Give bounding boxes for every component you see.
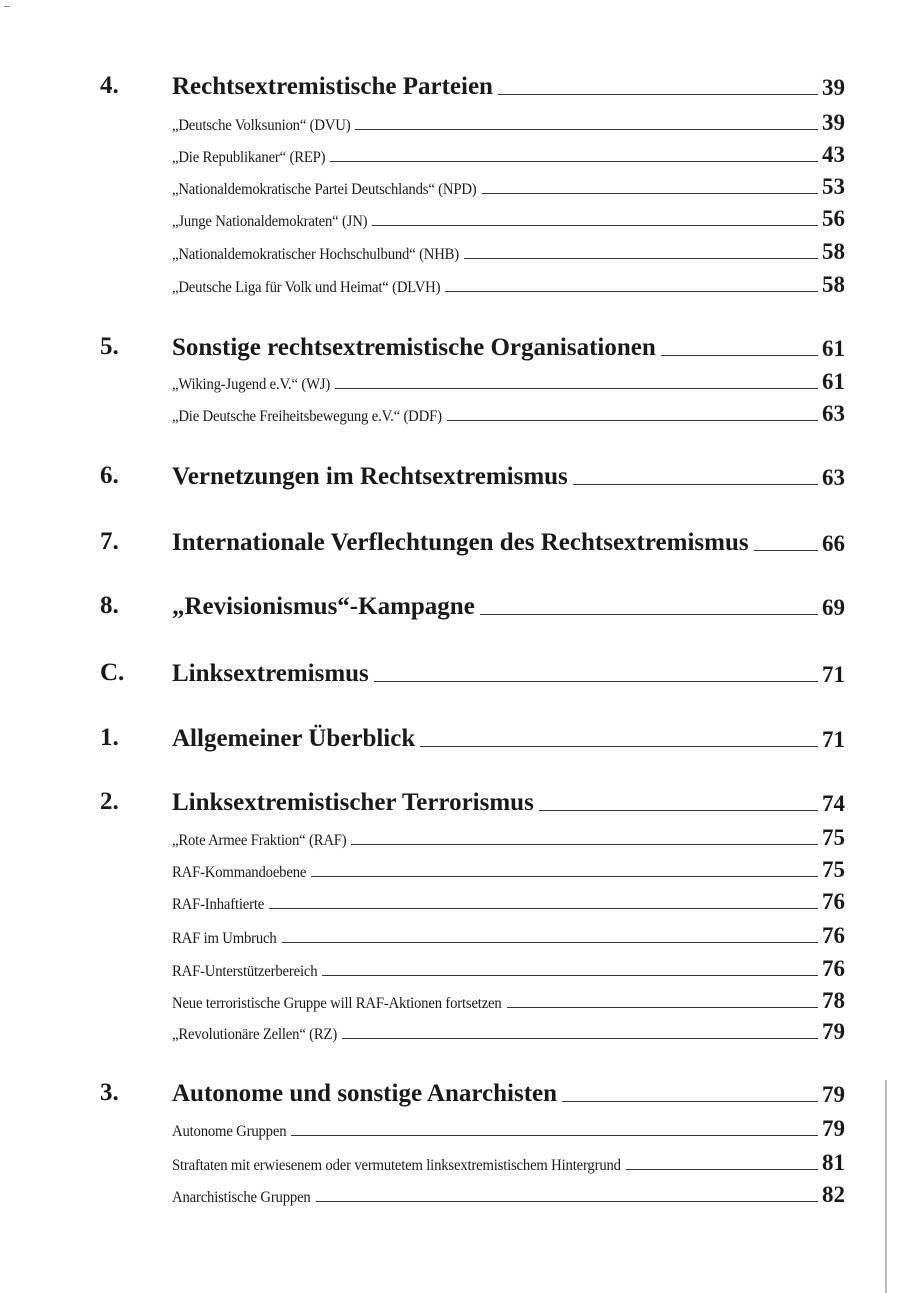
entry-title: RAF-Kommandoebene <box>172 864 307 881</box>
page-number: 58 <box>822 272 845 297</box>
toc-subentry <box>100 920 845 950</box>
section-number: 2. <box>100 788 119 815</box>
entry-title: „Die Republikaner“ (REP) <box>172 149 326 166</box>
toc-subentry <box>100 171 845 201</box>
leader-line <box>330 161 818 162</box>
page-number: 56 <box>822 206 845 231</box>
entry-title: „Junge Nationaldemokraten“ (JN) <box>172 213 368 230</box>
section-number: 3. <box>100 1079 119 1106</box>
entry-title: RAF im Umbruch <box>172 930 277 947</box>
entry-title: „Rote Armee Fraktion“ (RAF) <box>172 832 347 849</box>
section-number: 6. <box>100 462 119 489</box>
leader-line <box>573 484 818 485</box>
entry-title: Rechtsextremistische Parteien <box>172 73 493 100</box>
entry-title: „Revisionismus“-Kampagne <box>172 593 475 620</box>
leader-line <box>498 94 818 95</box>
page-number: 43 <box>822 142 845 167</box>
toc-subentry <box>100 854 845 884</box>
leader-line <box>351 844 818 845</box>
section-number: 5. <box>100 333 119 360</box>
toc-subentry <box>100 1113 845 1143</box>
page-number: 76 <box>822 956 845 981</box>
entry-title: Internationale Verflechtungen des Rechtsextremismus <box>172 529 749 556</box>
page-number: 71 <box>822 727 845 752</box>
leader-line <box>447 420 818 421</box>
page-number: 75 <box>822 825 845 850</box>
toc-section-entry <box>100 659 845 689</box>
toc-section-entry <box>100 72 845 102</box>
toc-section-entry <box>100 528 845 558</box>
leader-line <box>445 291 818 292</box>
leader-line <box>754 550 818 551</box>
leader-line <box>335 388 818 389</box>
leader-line <box>316 1201 818 1202</box>
page-number: 53 <box>822 174 845 199</box>
leader-line <box>322 975 818 976</box>
entry-title: Straftaten mit erwiesenem oder vermutetem linksextremistischem Hintergrund <box>172 1157 621 1174</box>
toc-subentry <box>100 203 845 233</box>
scan-mark <box>4 6 10 7</box>
leader-line <box>311 876 818 877</box>
page-number: 79 <box>822 1019 845 1044</box>
page-number: 82 <box>822 1182 845 1207</box>
leader-line <box>562 1101 818 1102</box>
toc-subentry <box>100 1179 845 1209</box>
page-number: 78 <box>822 988 845 1013</box>
entry-title: Linksextremismus <box>172 660 369 687</box>
toc-section-entry <box>100 592 845 622</box>
toc-subentry <box>100 236 845 266</box>
toc-subentry <box>100 398 845 428</box>
entry-title: „Die Deutsche Freiheitsbewegung e.V.“ (DDF) <box>172 408 442 425</box>
page-number: 76 <box>822 889 845 914</box>
section-number: 1. <box>100 724 119 751</box>
page-number: 63 <box>822 401 845 426</box>
entry-title: Autonome Gruppen <box>172 1123 287 1140</box>
page-number: 79 <box>822 1082 845 1107</box>
page-number: 76 <box>822 923 845 948</box>
toc-section-entry <box>100 724 845 754</box>
entry-title: Autonome und sonstige Anarchisten <box>172 1080 558 1107</box>
leader-line <box>626 1169 818 1170</box>
leader-line <box>464 258 818 259</box>
page-number: 81 <box>822 1150 845 1175</box>
toc-section-entry <box>100 462 845 492</box>
toc-subentry <box>100 953 845 983</box>
page-number: 61 <box>822 336 845 361</box>
section-number: 7. <box>100 528 119 555</box>
toc-subentry <box>100 107 845 137</box>
entry-title: „Revolutionäre Zellen“ (RZ) <box>172 1026 338 1043</box>
toc-subentry <box>100 886 845 916</box>
section-number: 4. <box>100 72 119 99</box>
toc-section-entry <box>100 788 845 818</box>
toc-section-entry <box>100 333 845 363</box>
entry-title: „Deutsche Volksunion“ (DVU) <box>172 117 351 134</box>
page-number: 58 <box>822 239 845 264</box>
page-number: 63 <box>822 465 845 490</box>
section-number: C. <box>100 659 125 686</box>
leader-line <box>374 681 818 682</box>
toc-subentry <box>100 1016 845 1046</box>
page-number: 75 <box>822 857 845 882</box>
entry-title: Vernetzungen im Rechtsextremismus <box>172 463 568 490</box>
leader-line <box>482 193 818 194</box>
section-number: 8. <box>100 592 119 619</box>
leader-line <box>480 614 818 615</box>
leader-line <box>342 1038 818 1039</box>
entry-title: Neue terroristische Gruppe will RAF-Aktionen fortsetzen <box>172 995 502 1012</box>
leader-line <box>507 1007 818 1008</box>
page-number: 69 <box>822 595 845 620</box>
leader-line <box>372 225 818 226</box>
toc-subentry <box>100 985 845 1015</box>
leader-line <box>355 129 818 130</box>
entry-title: RAF-Unterstützerbereich <box>172 963 318 980</box>
page-number: 39 <box>822 110 845 135</box>
leader-line <box>539 810 818 811</box>
entry-title: „Nationaldemokratische Partei Deutschlands“ (NPD) <box>172 181 477 198</box>
entry-title: Allgemeiner Überblick <box>172 725 416 752</box>
toc-subentry <box>100 1147 845 1177</box>
entry-title: Sonstige rechtsextremistische Organisationen <box>172 334 656 361</box>
entry-title: „Nationaldemokratischer Hochschulbund“ (NHB) <box>172 246 460 263</box>
leader-line <box>661 355 818 356</box>
toc-subentry <box>100 269 845 299</box>
leader-line <box>291 1135 818 1136</box>
toc-section-entry <box>100 1079 845 1109</box>
entry-title: Anarchistische Gruppen <box>172 1189 311 1206</box>
entry-title: Linksextremistischer Terrorismus <box>172 789 534 816</box>
entry-title: „Deutsche Liga für Volk und Heimat“ (DLVH) <box>172 279 441 296</box>
page-number: 79 <box>822 1116 845 1141</box>
entry-title: „Wiking-Jugend e.V.“ (WJ) <box>172 376 331 393</box>
page-number: 74 <box>822 791 845 816</box>
page-number: 61 <box>822 369 845 394</box>
page-number: 39 <box>822 75 845 100</box>
toc-subentry <box>100 139 845 169</box>
leader-line <box>420 746 818 747</box>
page-number: 66 <box>822 531 845 556</box>
page-edge-line <box>885 1080 887 1293</box>
page-number: 71 <box>822 662 845 687</box>
leader-line <box>282 942 818 943</box>
leader-line <box>269 908 818 909</box>
entry-title: RAF-Inhaftierte <box>172 896 265 913</box>
toc-subentry <box>100 366 845 396</box>
toc-subentry <box>100 822 845 852</box>
